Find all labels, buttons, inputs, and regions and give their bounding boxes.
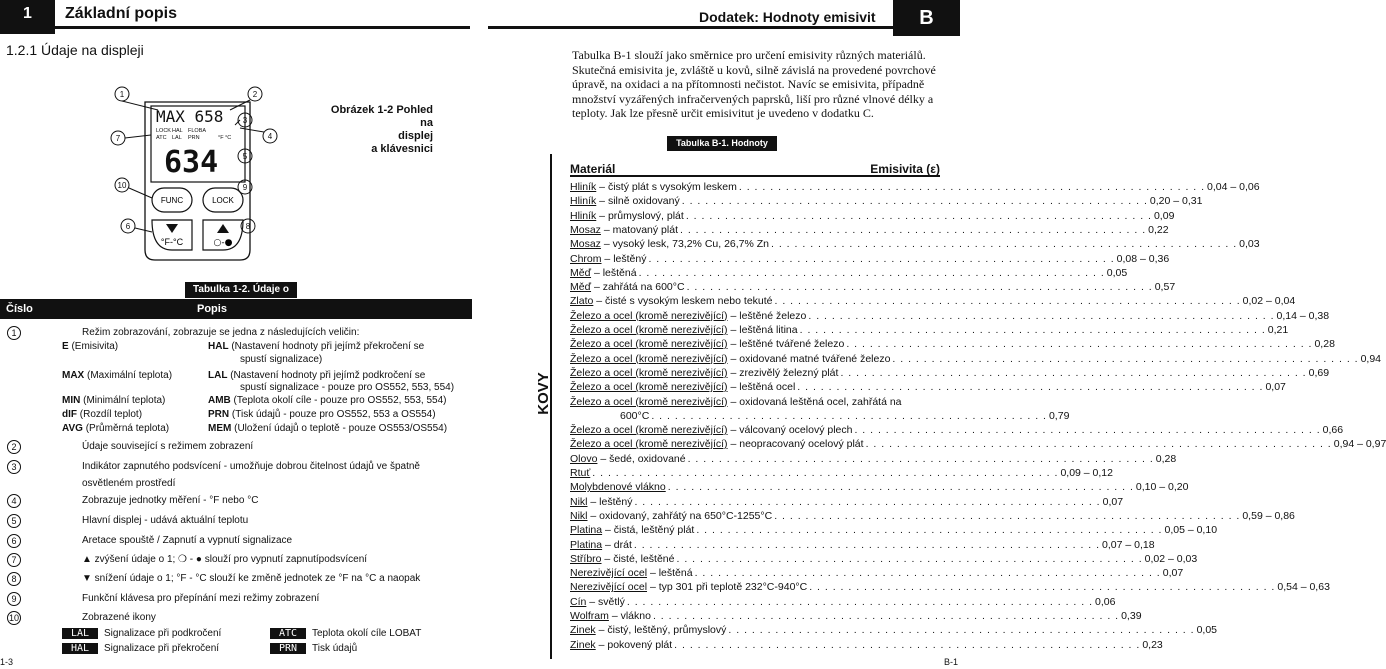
row-text: Funkční klávesa pro přepínání mezi režimy zobrazení xyxy=(82,593,320,604)
callout-number: 3 xyxy=(242,116,248,125)
col-desc-header: Popis xyxy=(197,303,227,315)
callout-number: 2 xyxy=(252,90,258,99)
table-row: Platina – čistá, leštěný plát . . . . . . . . . . . . . . . . . . . . . . . . . . . . . . . . . . . . . . . . . . . . . . . . . . . . . . . . . . . . 0,05 – 0,10 xyxy=(570,524,1218,537)
table-row: Platina – drát . . . . . . . . . . . . . . . . . . . . . . . . . . . . . . . . . . . . . . . . . . . . . . . . . . . . . . . . . . . . 0,07 – 0,18 xyxy=(570,538,1155,551)
row-text: ▲ zvýšení údaje o 1; ❍ - ● slouží pro vypnutí zapnutípodsvícení xyxy=(82,554,368,565)
callout-number: 5 xyxy=(242,152,248,161)
figure-caption: Obrázek 1-2 Pohled na displej a klávesnici xyxy=(330,104,433,155)
table-row: Zlato – čisté s vysokým leskem nebo tekuté . . . . . . . . . . . . . . . . . . . . . . . . . . . . . . . . . . . . . . . . . . . . . . . . . . . . . . . . . . . . 0,02 – 0,04 xyxy=(570,295,1296,308)
svg-text:LOCK: LOCK xyxy=(212,196,234,205)
chapter-number: 1 xyxy=(0,0,55,34)
callout-number: 6 xyxy=(125,222,131,231)
table-b1-header xyxy=(570,159,940,177)
col-number-header: Číslo xyxy=(6,303,33,315)
mode-avg: AVG (Průměrná teplota) xyxy=(62,423,170,434)
row-text: Režim zobrazování, zobrazuje se jedna z následujících veličin: xyxy=(82,327,360,338)
table-row: Měď – leštěná . . . . . . . . . . . . . . . . . . . . . . . . . . . . . . . . . . . . . . . . . . . . . . . . . . . . . . . . . . . . 0,05 xyxy=(570,266,1128,279)
table-row: Chrom – leštěný . . . . . . . . . . . . . . . . . . . . . . . . . . . . . . . . . . . . . . . . . . . . . . . . . . . . . . . . . . . . 0,08 – 0,36 xyxy=(570,252,1170,265)
table-row: Rtuť . . . . . . . . . . . . . . . . . . . . . . . . . . . . . . . . . . . . . . . . . . . . . . . . . . . . . . . . . . . . 0,09 – 0,12 xyxy=(570,467,1113,479)
mode-dif: dIF (Rozdíl teplot) xyxy=(62,409,143,420)
row-text: Údaje související s režimem zobrazení xyxy=(82,441,254,452)
row-text: ▼ snížení údaje o 1; °F - °C slouží ke změně jednotek ze °F na °C a naopak xyxy=(82,573,421,584)
icon-prn-row: PRN Tisk údajů xyxy=(270,643,357,654)
table-row: Železo a ocel (kromě nerezivějící) – leštěné tvářené železo . . . . . . . . . . . . . . . . . . . . . . . . . . . . . . . . . . . . . . . . . . . . . . . . . . . . . . . . . . . . 0,28 xyxy=(570,338,1335,351)
table-row: Nikl – oxidovaný, zahřátý na 650°C-1255°C . . . . . . . . . . . . . . . . . . . . . . . . . . . . . . . . . . . . . . . . . . . . . . . . . . . . . . . . . . . . 0,59 – 0,86 xyxy=(570,509,1295,522)
table-row: Cín – světlý . . . . . . . . . . . . . . . . . . . . . . . . . . . . . . . . . . . . . . . . . . . . . . . . . . . . . . . . . . . . 0,06 xyxy=(570,595,1116,608)
table-1-2-header xyxy=(0,299,472,319)
table-row: Stříbro – čisté, leštěné . . . . . . . . . . . . . . . . . . . . . . . . . . . . . . . . . . . . . . . . . . . . . . . . . . . . . . . . . . . . 0,02 – 0,03 xyxy=(570,552,1198,565)
table-1-2-caption: Tabulka 1-2. Údaje o xyxy=(185,282,297,298)
row-number: 10 xyxy=(8,613,19,623)
callout-number: 4 xyxy=(267,132,273,141)
mode-max: MAX (Maximální teplota) xyxy=(62,370,173,381)
row-number: 6 xyxy=(7,534,21,548)
svg-text:°F-°C: °F-°C xyxy=(160,237,184,247)
lcd-indicator-label: HAL xyxy=(172,128,183,134)
mode-amb: AMB (Teplota okolí cíle - pouze pro OS552, 553, 554) xyxy=(208,395,447,406)
table-row: Nerezivějící ocel – leštěná . . . . . . . . . . . . . . . . . . . . . . . . . . . . . . . . . . . . . . . . . . . . . . . . . . . . . . . . . . . . 0,07 xyxy=(570,567,1184,580)
lcd-indicator-label: PRN xyxy=(188,135,200,141)
appendix-title: Dodatek: Hodnoty emisivit xyxy=(699,9,876,25)
mode-e: E (Emisivita) xyxy=(62,341,119,352)
mode-hal-cont: spustí signalizace) xyxy=(240,354,323,365)
lcd-indicator-label: LOCK xyxy=(156,128,171,134)
row-number: 1 xyxy=(7,326,21,340)
lcd-main-readout: 634 xyxy=(164,145,219,180)
table-row: Železo a ocel (kromě nerezivějící) – neopracovaný ocelový plát . . . . . . . . . . . . . . . . . . . . . . . . . . . . . . . . . . . . . . . . . . . . . . . . . . . . . . . . . . . . 0,94 – 0,97 xyxy=(570,438,1386,451)
callout-number: 7 xyxy=(115,134,121,143)
table-b1-caption: Tabulka B-1. Hodnoty emisivit xyxy=(667,136,777,151)
table-row: Hliník – čistý plát s vysokým leskem . . . . . . . . . . . . . . . . . . . . . . . . . . . . . . . . . . . . . . . . . . . . . . . . . . . . . . . . . . . . 0,04 – 0,06 xyxy=(570,181,1260,193)
table-row: Mosaz – matovaný plát . . . . . . . . . . . . . . . . . . . . . . . . . . . . . . . . . . . . . . . . . . . . . . . . . . . . . . . . . . . . 0,22 xyxy=(570,223,1169,236)
row-text: Indikátor zapnutého podsvícení - umožňuje dobrou čitelnost údajů ve špatně xyxy=(82,461,420,472)
svg-text:○-●: ○-● xyxy=(213,238,233,248)
table-row: Železo a ocel (kromě nerezivějící) – leštěná litina . . . . . . . . . . . . . . . . . . . . . . . . . . . . . . . . . . . . . . . . . . . . . . . . . . . . . . . . . . . . 0,21 xyxy=(570,324,1289,336)
table-row: Nikl – leštěný . . . . . . . . . . . . . . . . . . . . . . . . . . . . . . . . . . . . . . . . . . . . . . . . . . . . . . . . . . . . 0,07 xyxy=(570,495,1124,508)
col-emissivity-header: Emisivita (ε) xyxy=(870,162,940,176)
lcd-indicator-label: LAL xyxy=(172,135,182,141)
table-row: Hliník – silně oxidovaný . . . . . . . . . . . . . . . . . . . . . . . . . . . . . . . . . . . . . . . . . . . . . . . . . . . . . . . . . . . . 0,20 – 0,31 xyxy=(570,195,1203,208)
table-row: Zinek – pokovený plát . . . . . . . . . . . . . . . . . . . . . . . . . . . . . . . . . . . . . . . . . . . . . . . . . . . . . . . . . . . . 0,23 xyxy=(570,638,1163,651)
table-row: Železo a ocel (kromě nerezivějící) – oxidované matné tvářené železo . . . . . . . . . . . . . . . . . . . . . . . . . . . . . . . . . . . . . . . . . . . . . . . . . . . . . . . . . . . . 0,94 xyxy=(570,352,1382,365)
page-number-left: 1-3 xyxy=(0,657,14,667)
callout-number: 8 xyxy=(245,222,251,231)
row-text: Hlavní displej - udává aktuální teplotu xyxy=(82,515,249,526)
table-row: Olovo – šedé, oxidované . . . . . . . . . . . . . . . . . . . . . . . . . . . . . . . . . . . . . . . . . . . . . . . . . . . . . . . . . . . . 0,28 xyxy=(570,452,1177,465)
callout-number: 10 xyxy=(117,181,127,190)
table-row: Železo a ocel (kromě nerezivějící) – leštěná ocel . . . . . . . . . . . . . . . . . . . . . . . . . . . . . . . . . . . . . . . . . . . . . . . . . . . . . . . . . . . . 0,07 xyxy=(570,381,1286,394)
lcd-indicator-label: FLOBA xyxy=(188,128,207,134)
table-row: Železo a ocel (kromě nerezivějící) – válcovaný ocelový plech . . . . . . . . . . . . . . . . . . . . . . . . . . . . . . . . . . . . . . . . . . . . . . . . . . . . . . . . . . . . 0,66 xyxy=(570,424,1344,437)
svg-text:FUNC: FUNC xyxy=(160,196,184,205)
metals-side-label: KOVY xyxy=(534,372,552,415)
mode-lal: LAL (Nastavení hodnoty při jejímž podkročení se xyxy=(208,370,426,381)
header-rule-left xyxy=(55,26,470,29)
row-number: 2 xyxy=(7,440,21,454)
intro-paragraph: Tabulka B-1 slouží jako směrnice pro určení emisivity různých materiálů. Skutečná emisivita je, zvláště u kovů, silně závislá na provedené povrchové úpravě, na oxidaci a na přítomnosti nečistot. Navíc se emisivita, případně množství vyzářených infračervených paprsků, liší pro různé vlnové délky a teploty. Jak lze přesně určit emisivitut je uvedeno v dodatku C. xyxy=(572,48,936,120)
table-row: Měď – zahřátá na 600°C . . . . . . . . . . . . . . . . . . . . . . . . . . . . . . . . . . . . . . . . . . . . . . . . . . . . . . . . . . . . 0,57 xyxy=(570,281,1176,294)
table-row: Železo a ocel (kromě nerezivějící) – oxidovaná leštěná ocel, zahřátá na xyxy=(570,395,902,408)
lal-icon: LAL xyxy=(62,628,98,639)
mode-min: MIN (Minimální teplota) xyxy=(62,395,166,406)
row-number: 4 xyxy=(7,494,21,508)
icon-atc-row: ATC Teplota okolí cíle LOBAT xyxy=(270,628,421,639)
mode-hal: HAL (Nastavení hodnoty při jejímž překročení se xyxy=(208,341,425,352)
row-number: 7 xyxy=(7,553,21,567)
row-number: 5 xyxy=(7,514,21,528)
lcd-indicator-label: ATC xyxy=(156,135,167,141)
table-row: Zinek – čistý, leštěný, průmyslový . . . . . . . . . . . . . . . . . . . . . . . . . . . . . . . . . . . . . . . . . . . . . . . . . . . . . . . . . . . . 0,05 xyxy=(570,624,1217,637)
table-row: Mosaz – vysoký lesk, 73,2% Cu, 26,7% Zn . . . . . . . . . . . . . . . . . . . . . . . . . . . . . . . . . . . . . . . . . . . . . . . . . . . . . . . . . . . . 0,03 xyxy=(570,238,1260,251)
callout-number: 9 xyxy=(242,183,248,192)
row-number: 3 xyxy=(7,460,21,474)
lcd-mode-readout: MAX 658 xyxy=(156,107,224,126)
row-number: 9 xyxy=(7,592,21,606)
row-text: Aretace spouště / Zapnutí a vypnutí signalizace xyxy=(82,535,293,546)
row-text-cont: osvětleném prostředí xyxy=(82,478,176,489)
table-row: Molybdenové vlákno . . . . . . . . . . . . . . . . . . . . . . . . . . . . . . . . . . . . . . . . . . . . . . . . . . . . . . . . . . . . 0,10 – 0,20 xyxy=(570,481,1189,494)
hal-icon: HAL xyxy=(62,643,98,654)
table-row: Nerezivějící ocel – typ 301 při teplotě 232°C-940°C . . . . . . . . . . . . . . . . . . . . . . . . . . . . . . . . . . . . . . . . . . . . . . . . . . . . . . . . . . . . 0,54 – 0,63 xyxy=(570,581,1330,594)
callout-number: 1 xyxy=(119,90,125,99)
icon-lal-row: LAL Signalizace při podkročení xyxy=(62,628,221,639)
device-illustration xyxy=(100,80,300,280)
atc-icon: ATC xyxy=(270,628,306,639)
table-row: Wolfram – vlákno . . . . . . . . . . . . . . . . . . . . . . . . . . . . . . . . . . . . . . . . . . . . . . . . . . . . . . . . . . . . 0,39 xyxy=(570,610,1142,622)
prn-icon: PRN xyxy=(270,643,306,654)
row-number: 8 xyxy=(7,572,21,586)
table-row: Železo a ocel (kromě nerezivějící) – leštěné železo . . . . . . . . . . . . . . . . . . . . . . . . . . . . . . . . . . . . . . . . . . . . . . . . . . . . . . . . . . . . 0,14 – 0,38 xyxy=(570,309,1330,322)
icon-hal-row: HAL Signalizace při překročení xyxy=(62,643,219,654)
mode-mem: MEM (Uložení údajů o teplotě - pouze OS553/OS554) xyxy=(208,423,448,434)
row-text: Zobrazené ikony xyxy=(82,612,156,623)
mode-prn: PRN (Tisk údajů - pouze pro OS552, 553 a OS554) xyxy=(208,409,436,420)
section-title: 1.2.1 Údaje na displeji xyxy=(6,42,144,58)
header-rule-right xyxy=(488,26,893,29)
row-text: Zobrazuje jednotky měření - °F nebo °C xyxy=(82,495,259,506)
table-row-cont: 600°C . . . . . . . . . . . . . . . . . . . . . . . . . . . . . . . . . . . . . . . . . . . . . . . . . . . 0,79 xyxy=(620,409,1070,422)
table-row: Hliník – průmyslový, plát . . . . . . . . . . . . . . . . . . . . . . . . . . . . . . . . . . . . . . . . . . . . . . . . . . . . . . . . . . . . 0,09 xyxy=(570,209,1175,222)
table-row: Železo a ocel (kromě nerezivějící) – zrezivělý železný plát . . . . . . . . . . . . . . . . . . . . . . . . . . . . . . . . . . . . . . . . . . . . . . . . . . . . . . . . . . . . 0,69 xyxy=(570,366,1330,379)
mode-lal-cont: spustí signalizace - pouze pro OS552, 553, 554) xyxy=(240,382,455,393)
chapter-title: Základní popis xyxy=(65,5,178,22)
col-material-header: Materiál xyxy=(570,162,616,176)
appendix-letter: B xyxy=(893,0,960,36)
lcd-indicator-label: °F °C xyxy=(218,135,232,141)
page-number-right: B-1 xyxy=(944,657,959,667)
